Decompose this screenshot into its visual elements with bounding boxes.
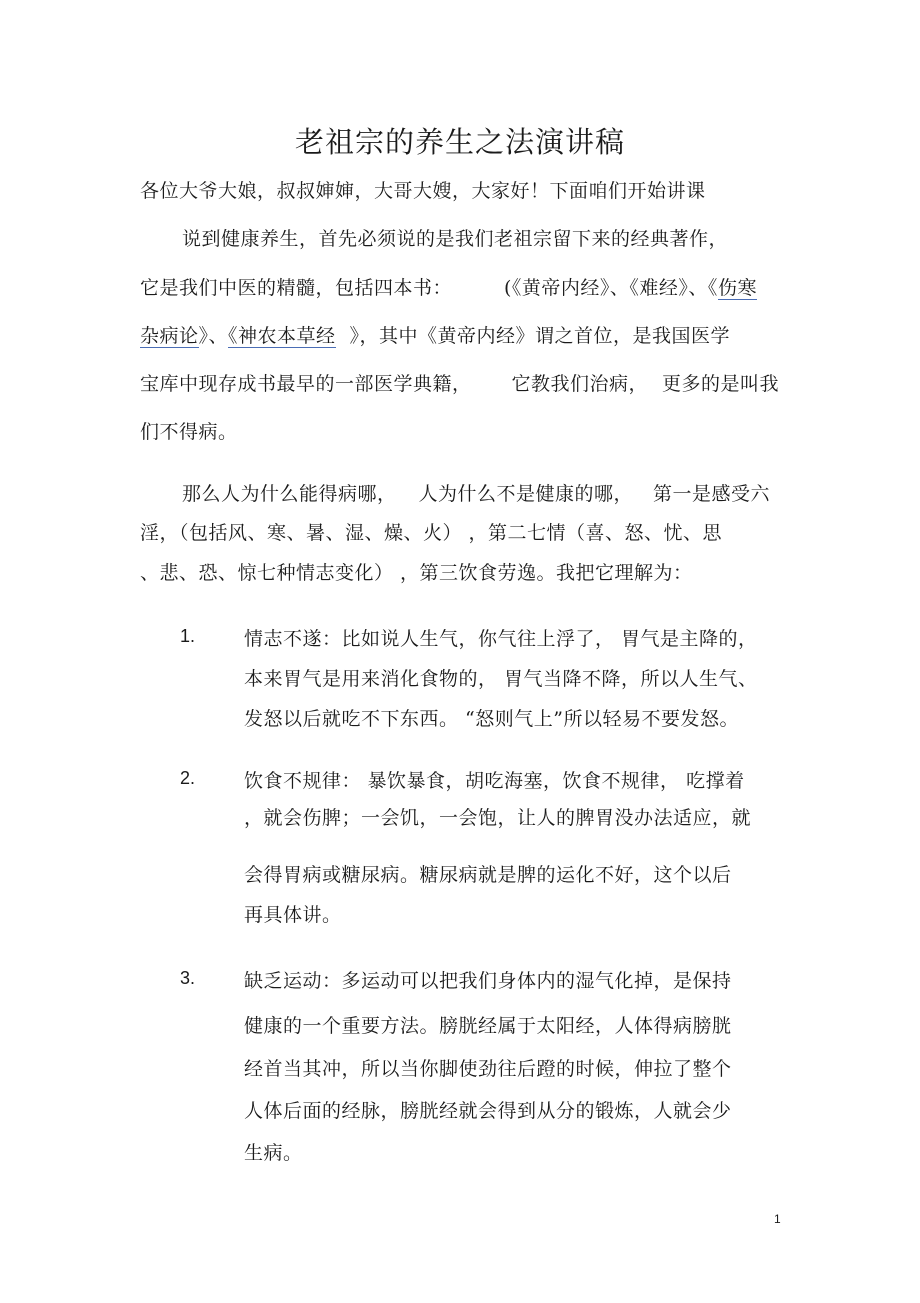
para2-line3: 、悲、恐、惊七种情志变化） ，第三饮食劳逸。我把它理解为：: [140, 562, 693, 584]
para2-line1-b: 人为什么不是健康的哪，: [418, 483, 634, 505]
para1-line2-text: 它是我们中医的精髓，包括四本书：: [140, 277, 453, 299]
item3-line5: 生病。: [244, 1142, 303, 1164]
para1-line4-c: 更多的是叫我: [662, 373, 780, 395]
book-link-zabinglun[interactable]: 杂病论: [140, 325, 199, 347]
item3-line4: 人体后面的经脉，膀胱经就会得到从分的锻炼，人就会少: [244, 1100, 732, 1122]
para2-line1: [182, 479, 770, 506]
para1-line4: [140, 369, 779, 396]
para2-line1-c: 第一是感受六: [653, 483, 771, 505]
para1-line3-text: 》，其中《黄帝内经》谓之首位，是我国医学: [349, 325, 731, 347]
book-link-shennong[interactable]: 《神农本草经: [228, 325, 336, 347]
book-link-shanghan[interactable]: 伤寒: [717, 277, 757, 299]
page-number: 1: [774, 1212, 781, 1226]
para1-line3: [140, 321, 730, 348]
para1-line2-books: (《黄帝内经》、《难经》、《: [504, 277, 718, 299]
list-number-3: 3.: [180, 968, 196, 988]
para1-line5: 们不得病。: [140, 421, 238, 443]
para1-line1: 说到健康养生，首先必须说的是我们老祖宗留下来的经典著作，: [182, 228, 729, 250]
item2-line2: ，就会伤脾；一会饥，一会饱，让人的脾胃没办法适应，就: [244, 807, 752, 829]
para1-line4-b: 它教我们治病，: [511, 373, 649, 395]
para2-line2: 淫，（包括风、寒、暑、湿、燥、火） ，第二七情（喜、怒、忧、思: [140, 522, 723, 544]
item1-line1: 情志不遂：比如说人生气，你气往上浮了， 胃气是主降的，: [244, 628, 758, 650]
item2-line1: 饮食不规律： 暴饮暴食，胡吃海塞，饮食不规律， 吃撑着: [244, 770, 745, 792]
para1-line2: [140, 273, 757, 300]
para2-line1-a: 那么人为什么能得病哪，: [182, 483, 397, 505]
item2-line3: 会得胃病或糖尿病。糖尿病就是脾的运化不好，这个以后: [244, 864, 732, 886]
para1-line3-sep: 》、: [198, 325, 229, 347]
item2-line4: 再具体讲。: [244, 904, 342, 926]
list-number-2: 2.: [180, 768, 196, 788]
page-title: 老祖宗的养生之法演讲稿: [294, 125, 625, 159]
para1-line4-a: 宝库中现存成书最早的一部医学典籍，: [140, 373, 472, 395]
list-number-1: 1.: [180, 626, 196, 646]
item1-line3: 发怒以后就吃不下东西。 “怒则气上”所以轻易不要发怒。: [244, 708, 739, 730]
item1-line2: 本来胃气是用来消化食物的， 胃气当降不降，所以人生气、: [244, 668, 758, 690]
item3-line2: 健康的一个重要方法。膀胱经属于太阳经，人体得病膀胱: [244, 1015, 732, 1037]
item3-line3: 经首当其冲，所以当你脚使劲往后蹬的时候，伸拉了整个: [244, 1058, 732, 1080]
greeting-line: 各位大爷大娘，叔叔婶婶，大哥大嫂，大家好！下面咱们开始讲课: [140, 180, 706, 202]
item3-line1: 缺乏运动：多运动可以把我们身体内的湿气化掉，是保持: [244, 970, 732, 992]
